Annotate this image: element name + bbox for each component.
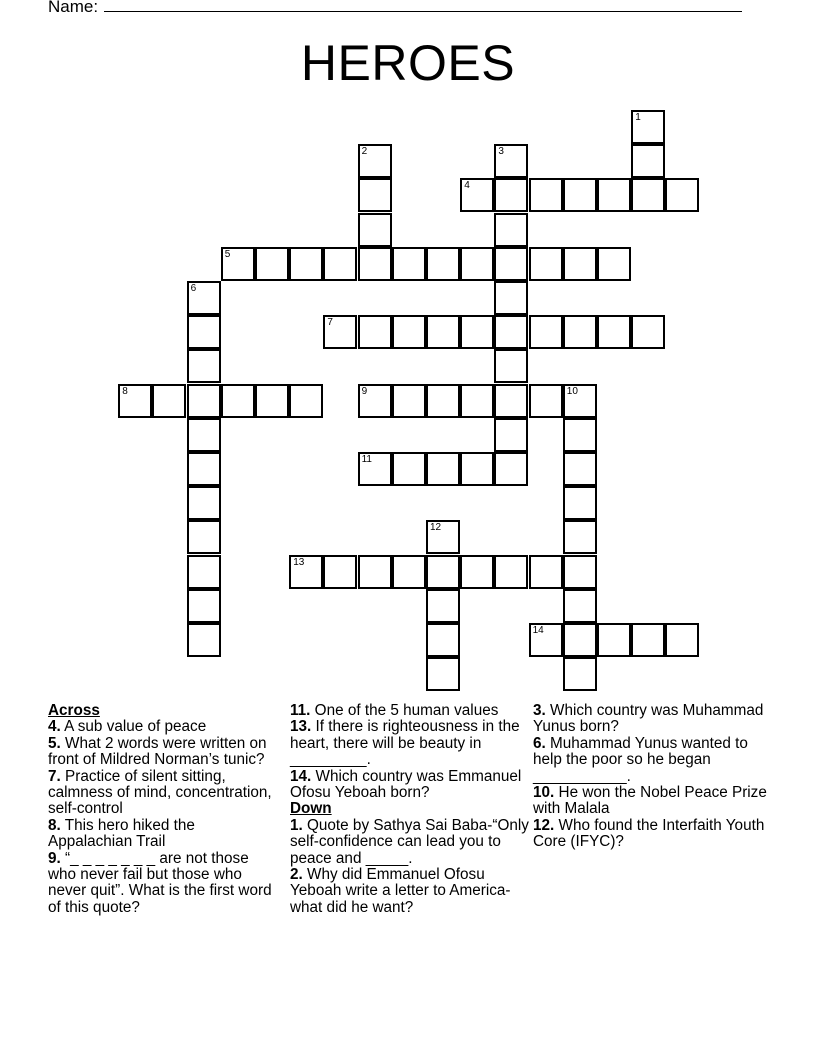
crossword-cell[interactable] [494,144,528,178]
crossword-cell[interactable] [392,452,426,486]
crossword-cell[interactable] [597,623,631,657]
crossword-cell[interactable] [563,555,597,589]
crossword-cell[interactable] [563,623,597,657]
crossword-cell[interactable] [358,452,392,486]
crossword-cell[interactable] [665,623,699,657]
name-label: Name: [48,0,99,16]
crossword-cell[interactable] [255,247,289,281]
crossword-cell[interactable] [597,247,631,281]
crossword-cell[interactable] [289,555,323,589]
crossword-cell[interactable] [358,384,392,418]
crossword-cell[interactable] [358,213,392,247]
crossword-cell[interactable] [460,315,494,349]
crossword-cell[interactable] [426,520,460,554]
crossword-cell[interactable] [426,384,460,418]
clue-down-3: 3. Which country was Muhammad Yunus born? [533,702,764,736]
crossword-cell[interactable] [221,384,255,418]
crossword-cell[interactable] [426,589,460,623]
clue-across-14: 14. Which country was Emmanuel Ofosu Yeboah born? [290,767,522,802]
clue-number: 12 [430,522,442,534]
crossword-cell[interactable] [289,384,323,418]
crossword-cell[interactable] [460,247,494,281]
crossword-cell[interactable] [494,418,528,452]
clue-across-4: 4. A sub value of peace [48,718,207,736]
crossword-cell[interactable] [494,384,528,418]
crossword-cell[interactable] [187,384,221,418]
crossword-cell[interactable] [323,555,357,589]
crossword-cell[interactable] [187,486,221,520]
crossword-cell[interactable] [631,110,665,144]
clue-across-7: 7. Practice of silent sitting, calmness of mind, concentration, self-control [48,767,272,818]
clue-down-1: 1. Quote by Sathya Sai Baba-“Only self-confidence can lead you to peace and _____. [290,816,529,867]
crossword-cell[interactable] [563,178,597,212]
crossword-cell[interactable] [392,315,426,349]
crossword-cell[interactable] [529,315,563,349]
crossword-cell[interactable] [187,520,221,554]
crossword-cell[interactable] [665,178,699,212]
crossword-cell[interactable] [118,384,152,418]
crossword-cell[interactable] [494,281,528,315]
crossword-cell[interactable] [494,247,528,281]
crossword-cell[interactable] [426,315,460,349]
clue-number: 8 [122,385,128,397]
clues-column-2 [290,703,530,916]
clue-number: 6 [190,283,197,294]
clue-number: 3 [498,146,504,158]
crossword-cell[interactable] [187,589,221,623]
down-heading: Down [290,800,332,818]
clue-across-13: 13. If there is righteousness in the heart, there will be beauty in _________. [290,718,520,769]
crossword-cell[interactable] [358,555,392,589]
crossword-cell[interactable] [152,384,186,418]
crossword-cell[interactable] [187,349,221,383]
crossword-cell[interactable] [494,349,528,383]
crossword-cell[interactable] [392,384,426,418]
crossword-cell[interactable] [597,315,631,349]
clues-column-1 [48,703,280,916]
clue-number: 1 [635,112,641,123]
clue-across-8: 8. This hero hiked the Appalachian Trail [48,816,195,851]
clue-number: 13 [293,556,305,568]
page-title: HEROES [300,35,516,91]
crossword-cell[interactable] [563,384,597,418]
crossword-cell[interactable] [529,247,563,281]
clue-number: 4 [464,180,470,192]
crossword-cell[interactable] [187,555,221,589]
crossword-cell[interactable] [563,315,597,349]
crossword-cell[interactable] [529,555,563,589]
crossword-cell[interactable] [323,247,357,281]
crossword-cell[interactable] [426,623,460,657]
crossword-cell[interactable] [426,247,460,281]
crossword-cell[interactable] [563,657,597,691]
crossword-cell[interactable] [289,247,323,281]
clue-across-11: 11. One of the 5 human values [290,702,499,719]
clue-number: 7 [327,317,333,329]
crossword-cell[interactable] [221,247,255,281]
crossword-cell[interactable] [529,384,563,418]
clue-number: 14 [532,625,544,636]
crossword-cell[interactable] [631,178,665,212]
clue-down-10: 10. He won the Nobel Peace Prize with Malala [533,784,767,818]
crossword-cell[interactable] [563,486,597,520]
crossword-cell[interactable] [631,623,665,657]
clue-number: 2 [361,146,368,158]
clue-down-6: 6. Muhammad Yunus wanted to help the poor so he began ___________. [533,734,748,785]
crossword-cell[interactable] [494,452,528,486]
clue-across-9: 9. “_ _ _ _ _ _ _ are not those who never fail but those who never quit”. What is the first word of this quote? [48,849,272,916]
crossword-cell[interactable] [426,555,460,589]
crossword-cell[interactable] [494,213,528,247]
crossword-cell[interactable] [358,247,392,281]
crossword-cell[interactable] [426,657,460,691]
crossword-cell[interactable] [392,247,426,281]
crossword-cell[interactable] [631,144,665,178]
crossword-cell[interactable] [358,144,392,178]
crossword-cell[interactable] [529,623,563,657]
clue-number: 10 [566,385,578,397]
crossword-cell[interactable] [460,178,494,212]
crossword-cell[interactable] [187,315,221,349]
crossword-cell[interactable] [187,623,221,657]
crossword-cell[interactable] [494,555,528,589]
crossword-cell[interactable] [187,281,221,315]
crossword-cell[interactable] [426,452,460,486]
crossword-cell[interactable] [563,520,597,554]
crossword-cell[interactable] [563,247,597,281]
crossword-cell[interactable] [494,178,528,212]
crossword-cell[interactable] [323,315,357,349]
crossword-cell[interactable] [563,452,597,486]
crossword-cell[interactable] [187,418,221,452]
crossword-cell[interactable] [460,384,494,418]
clue-number: 11 [361,454,372,465]
clue-down-2: 2. Why did Emmanuel Ofosu Yeboah write a letter to America- what did he want? [290,866,511,916]
crossword-cell[interactable] [358,178,392,212]
crossword-cell[interactable] [631,315,665,349]
crossword-cell[interactable] [494,315,528,349]
crossword-cell[interactable] [392,555,426,589]
clue-number: 9 [361,385,368,397]
clue-down-12: 12. Who found the Interfaith Youth Core (IFYC)? [533,816,765,851]
crossword-cell[interactable] [563,418,597,452]
crossword-cell[interactable] [529,178,563,212]
crossword-cell[interactable] [460,555,494,589]
clue-number: 5 [224,248,231,260]
crossword-cell[interactable] [460,452,494,486]
across-heading: Across [48,702,100,719]
clue-across-5: 5. What 2 words were written on front of Mildred Norman’s tunic? [48,734,267,769]
crossword-cell[interactable] [187,452,221,486]
clues-column-3 [533,703,773,851]
crossword-cell[interactable] [255,384,289,418]
crossword-cell[interactable] [597,178,631,212]
crossword-cell[interactable] [563,589,597,623]
crossword-cell[interactable] [358,315,392,349]
